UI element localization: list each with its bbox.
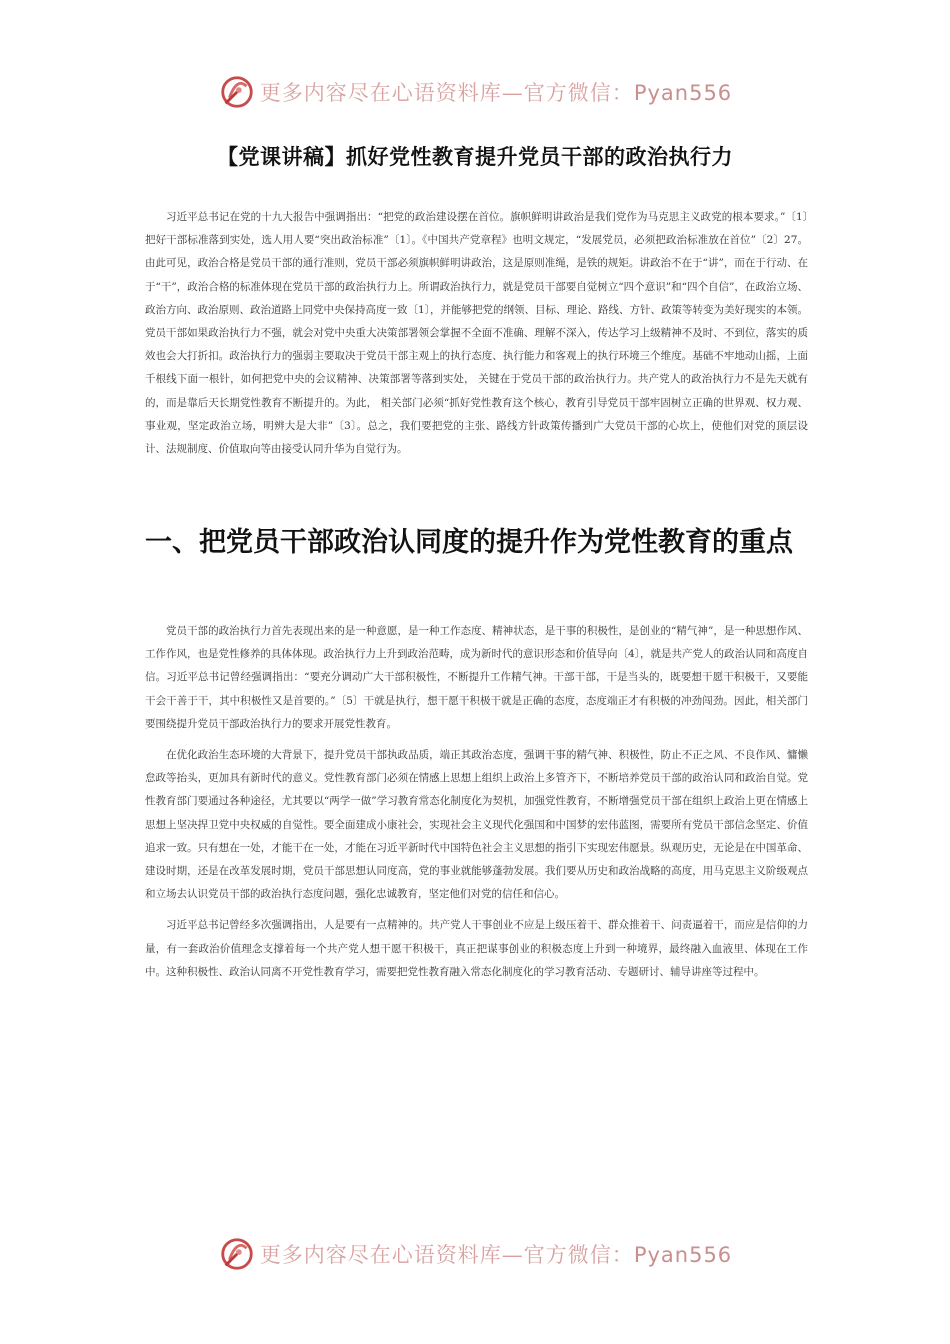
wechat-id: Pyan556 [633, 1243, 733, 1267]
banner-text: 更多内容尽在心语资料库—官方微信：Pyan556 [259, 81, 733, 105]
banner-text: 更多内容尽在心语资料库—官方微信：Pyan556 [259, 1243, 733, 1267]
section-heading: 一、把党员干部政治认同度的提升作为党性教育的重点 [145, 527, 793, 558]
section-paragraph-2: 在优化政治生态环境的大背景下，提升党员干部执政品质，端正其政治态度，强调干事的精气神、积极性，防止不正之风、不良作风、慵懒怠政等抬头，更加具有新时代的意义。党性教育部门必须在情感上思想上组织上政治上多管齐下，不断培养党员干部的政治认同和政治自觉。党性教育部门要通过各种途径，尤其要以“两学一做”学习教育常态化制度化为契机，加强党性教育，不断增强党员干部在组织上政治上更在情感上思想上坚决捍卫党中央权威的自觉性。要全面建成小康社会，实现社会主义现代化强国和中国梦的宏伟蓝图，需要所有党员干部信念坚定、价值追求一致。只有想在一处，才能干在一处，才能在习近平新时代中国特色社会主义思想的指引下实现宏伟愿景。纵观历史，无论是在中国革命、建设时期，还是在改革发展时期，党员干部思想认同度高，党的事业就能够蓬勃发展。我们要从历史和政治战略的高度，用马克思主义阶级观点和立场去认识党员干部的政治执行态度问题，强化忠诚教育，坚定他们对党的信任和信心。 [145, 749, 808, 901]
section-paragraph-3: 习近平总书记曾经多次强调指出，人是要有一点精神的。共产党人干事创业不应是上级压着干、群众推着干、问责逼着干，而应是信仰的力量，有一套政治价值理念支撑着每一个共产党人想干愿干积极干，真正把谋事创业的积极态度上升到一种境界，最终融入血液里、体现在工作中。这种积极性、政治认同离不开党性教育学习，需要把党性教育融入常态化制度化的学习教育活动、专题研讨、辅导讲座等过程中。 [145, 919, 808, 978]
document-title: 【党课讲稿】抓好党性教育提升党员干部的政治执行力 [217, 145, 733, 169]
wechat-id: Pyan556 [633, 81, 733, 105]
logo-icon [218, 73, 256, 111]
footer-watermark [0, 1232, 950, 1276]
section-body [145, 620, 808, 984]
logo-icon [218, 1235, 256, 1273]
header-watermark [0, 70, 950, 114]
intro-section [145, 206, 808, 461]
intro-paragraph: 习近平总书记在党的十九大报告中强调指出：“把党的政治建设摆在首位。旗帜鲜明讲政治是我们党作为马克思主义政党的根本要求。”〔1〕把好干部标准落到实处，选人用人要“突出政治标准”〔1〕。《中国共产党章程》也明文规定，“发展党员，必须把政治标准放在首位”〔2〕27。由此可见，政治合格是党员干部的通行准则，党员干部必须旗帜鲜明讲政治，这是原则准绳，是铁的规矩。讲政治不在于“讲”，而在于行动、在于“干”，政治合格的标准体现在党员干部的政治执行力上。所谓政治执行力，就是党员干部要自觉树立“四个意识”和“四个自信”，在政治立场、政治方向、政治原则、政治道路上同党中央保持高度一致〔1〕，并能够把党的纲领、目标、理论、路线、方针、政策等转变为美好现实的本领。党员干部如果政治执行力不强，就会对党中央重大决策部署领会掌握不全面不准确、理解不深入，传达学习上级精神不及时、不到位，落实的质效也会大打折扣。政治执行力的强弱主要取决于党员干部主观上的执行态度、执行能力和客观上的执行环境三个维度。基础不牢地动山摇，上面千根线下面一根针，如何把党中央的会议精神、决策部署等落到实处， 关键在于党员干部的政治执行力。共产党人的政治执行力不是先天就有的，而是靠后天长期党性教育不断提升的。为此， 相关部门必须“抓好党性教育这个核心，教育引导党员干部牢固树立正确的世界观、权力观、事业观，坚定政治立场，明辨大是大非”〔3〕。总之，我们要把党的主张、路线方针政策传播到广大党员干部的心坎上，使他们对党的顶层设计、法规制度、价值取向等由接受认同升华为自觉行为。 [145, 211, 808, 456]
section-paragraph-1: 党员干部的政治执行力首先表现出来的是一种意愿，是一种工作态度、精神状态，是干事的积极性，是创业的“精气神”，是一种思想作风、工作作风，也是党性修养的具体体现。政治执行力上升到政治范畴，成为新时代的意识形态和价值导向〔4〕，就是共产党人的政治认同和高度自信。习近平总书记曾经强调指出：“要充分调动广大干部积极性，不断提升工作精气神。干部干部，干是当头的，既要想干愿干积极干，又要能干会干善于干，其中积极性又是首要的。”〔5〕干就是执行，想干愿干积极干就是正确的态度，态度端正才有积极的冲劲闯劲。因此，相关部门要围绕提升党员干部政治执行力的要求开展党性教育。 [145, 625, 808, 730]
